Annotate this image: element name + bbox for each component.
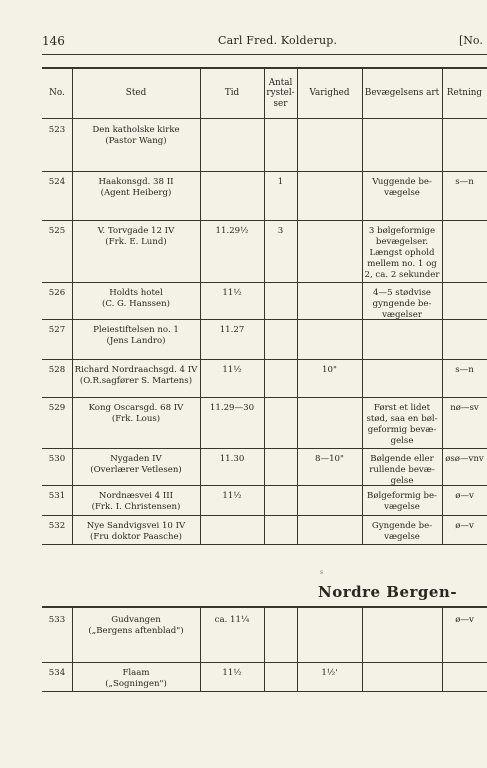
column-rule: [442, 69, 443, 545]
table-cell-location: Holdts hotel (C. G. Hanssen): [101, 288, 171, 309]
table-cell-location: Pleiestiftelsen no. 1 (Jens Landro): [93, 325, 179, 346]
table-cell-time: 11½: [222, 668, 242, 678]
table-cell-movement: 4—5 stødvise gyngende be- vægelser: [372, 288, 432, 320]
table-cell-location: Haakonsgd. 38 II (Agent Heiberg): [98, 177, 174, 198]
table-cell-time: 11.27: [219, 325, 245, 335]
column-header-no: No.: [49, 88, 65, 99]
table-cell-direction: s—n: [455, 177, 474, 187]
table-cell-direction: ø—v: [455, 615, 474, 625]
table-cell-location: Nygaden IV (Overlærer Vetlesen): [90, 454, 182, 475]
table-cell-no: 533: [48, 615, 66, 625]
table-cell-direction: nø—sv: [450, 403, 479, 413]
table-cell-no: 524: [48, 177, 66, 187]
table-cell-movement: Gyngende be- vægelse: [371, 521, 433, 542]
table-cell-no: 529: [48, 403, 66, 413]
column-header-duration: Varighed: [309, 88, 350, 99]
table-cell-no: 530: [48, 454, 66, 464]
table-cell-time: 11½: [222, 491, 242, 501]
table-cell-duration: 1½': [321, 668, 338, 678]
section-heading: Nordre Bergen-: [318, 583, 458, 601]
column-header-count: Antal rystel- ser: [266, 77, 295, 109]
table-cell-no: 532: [48, 521, 66, 531]
table-cell-location: Kong Oscarsgd. 68 IV (Frk. Lous): [88, 403, 184, 424]
running-title: Carl Fred. Kolderup.: [218, 34, 338, 47]
table-cell-direction: ø—v: [455, 521, 474, 531]
table-cell-duration: 8—10": [315, 454, 344, 464]
table-cell-no: 534: [48, 668, 66, 678]
column-rule: [200, 69, 201, 545]
column-header-movement: Bevægelsens art: [364, 88, 440, 99]
table-cell-direction: ø—v: [455, 491, 474, 501]
table-cell-time: 11.29—30: [209, 403, 255, 413]
table-cell-count: 1: [277, 177, 284, 187]
table-cell-movement: Vuggende be- vægelse: [372, 177, 432, 198]
table-cell-time: 11.29½: [215, 226, 249, 236]
column-rule: [297, 69, 298, 545]
table-cell-direction: øsø—vnv: [445, 454, 484, 464]
table-cell-no: 525: [48, 226, 66, 236]
section-ref: [No.: [459, 34, 483, 47]
table-cell-duration: 10": [322, 365, 337, 375]
table-cell-no: 523: [48, 125, 66, 135]
table-cell-location: Nordnæsvei 4 III (Frk. I. Christensen): [91, 491, 181, 512]
table-cell-direction: s—n: [455, 365, 474, 375]
table-cell-no: 527: [48, 325, 66, 335]
table-cell-movement: 3 bølgeformige bevægelser. Længst ophold mellem no. 1 og 2, ca. 2 sekunder: [364, 226, 440, 280]
table-cell-location: Nye Sandvigsvei 10 IV (Fru doktor Paasche): [86, 521, 186, 542]
table-cell-location: Flaam („Sogningen"): [105, 668, 167, 689]
section-bottom-rule: [42, 691, 487, 692]
column-header-location: Sted: [125, 88, 147, 99]
page-number: 146: [42, 34, 65, 48]
column-header-time: Tid: [224, 88, 240, 99]
column-rule: [362, 608, 363, 691]
table-cell-location: Gudvangen („Bergens aftenblad"): [88, 615, 184, 636]
table-cell-time: ca. 11¼: [214, 615, 250, 625]
top-rule: [42, 54, 487, 55]
table-cell-location: Richard Nordraachsgd. 4 IV (O.R.sagfører S. Martens): [74, 365, 198, 386]
column-rule: [264, 608, 265, 691]
column-header-direction: Retning: [446, 88, 483, 99]
center-mark: s: [320, 569, 324, 576]
table-cell-no: 526: [48, 288, 66, 298]
table-cell-no: 528: [48, 365, 66, 375]
table-cell-time: 11½: [222, 288, 242, 298]
table-cell-time: 11.30: [219, 454, 245, 464]
column-rule: [264, 69, 265, 545]
table-cell-movement: Først et lidet stød, saa en bøl- geformig bevæ- gelse: [366, 403, 438, 446]
table-cell-location: V. Torvgade 12 IV (Frk. E. Lund): [97, 226, 175, 247]
table-cell-time: 11½: [222, 365, 242, 375]
table-cell-no: 531: [48, 491, 66, 501]
table-cell-movement: Bølgende eller rullende bevæ- gelse: [369, 454, 435, 486]
table-cell-location: Den katholske kirke (Pastor Wang): [92, 125, 180, 146]
table-cell-movement: Bølgeformig be- vægelse: [367, 491, 437, 512]
table-cell-count: 3: [277, 226, 284, 236]
